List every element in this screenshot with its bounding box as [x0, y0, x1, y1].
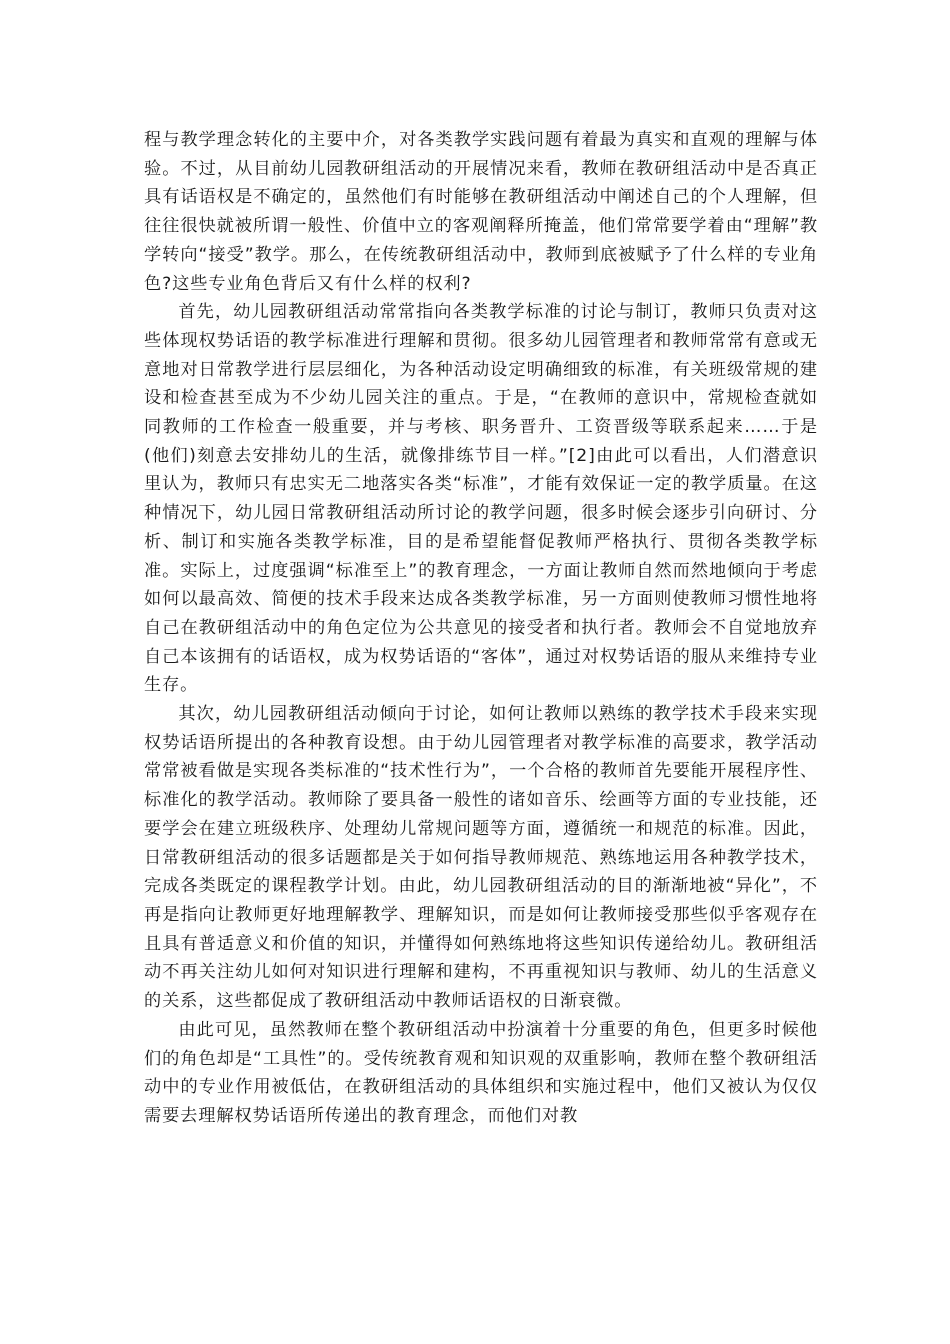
- paragraph-3: 其次，幼儿园教研组活动倾向于讨论，如何让教师以熟练的教学技术手段来实现权势话语所提出的各种教育设想。由于幼儿园管理者对教学标准的高要求，教学活动常常被看做是实现各类标准的“技术性行为”，一个合格的教师首先要能开展程序性、标准化的教学活动。教师除了要具备一般性的诸如音乐、绘画等方面的专业技能，还要学会在建立班级秩序、处理幼儿常规问题等方面，遵循统一和规范的标准。因此，日常教研组活动的很多话题都是关于如何指导教师规范、熟练地运用各种教学技术，完成各类既定的课程教学计划。由此，幼儿园教研组活动的目的渐渐地被“异化”，不再是指向让教师更好地理解教学、理解知识，而是如何让教师接受那些似乎客观存在且具有普适意义和价值的知识，并懂得如何熟练地将这些知识传递给幼儿。教研组活动不再关注幼儿如何对知识进行理解和建构，不再重视知识与教师、幼儿的生活意义的关系，这些都促成了教研组活动中教师话语权的日渐衰微。: [144, 704, 818, 1012]
- paragraph-2: 首先，幼儿园教研组活动常常指向各类教学标准的讨论与制订，教师只负责对这些体现权势话语的教学标准进行理解和贯彻。很多幼儿园管理者和教师常常有意或无意地对日常教学进行层层细化，为各种活动设定明确细致的标准，有关班级常规的建设和检查甚至成为不少幼儿园关注的重点。于是，“在教师的意识中，常规检查就如同教师的工作检查一般重要，并与考核、职务晋升、工资晋级等联系起来……于是(他们)刻意去安排幼儿的生活，就像排练节目一样。”[2]由此可以看出，人们潜意识里认为，教师只有忠实无二地落实各类“标准”，才能有效保证一定的教学质量。在这种情况下，幼儿园日常教研组活动所讨论的教学问题，很多时候会逐步引向研讨、分析、制订和实施各类教学标准，目的是希望能督促教师严格执行、贯彻各类教学标准。实际上，过度强调“标准至上”的教育理念，一方面让教师自然而然地倾向于考虑如何以最高效、简便的技术手段来达成各类教学标准，另一方面则使教师习惯性地将自己在教研组活动中的角色定位为公共意见的接受者和执行者。教师会不自觉地放弃自己本该拥有的话语权，成为权势话语的“客体”，通过对权势话语的服从来维持专业生存。: [144, 302, 818, 696]
- document-body: [144, 126, 818, 1131]
- paragraph-4: 由此可见，虽然教师在整个教研组活动中扮演着十分重要的角色，但更多时候他们的角色却是“工具性”的。受传统教育观和知识观的双重影响，教师在整个教研组活动中的专业作用被低估，在教研组活动的具体组织和实施过程中，他们又被认为仅仅需要去理解权势话语所传递出的教育理念，而他们对教: [144, 1019, 818, 1126]
- paragraph-1: 程与教学理念转化的主要中介，对各类教学实践问题有着最为真实和直观的理解与体验。不过，从目前幼儿园教研组活动的开展情况来看，教师在教研组活动中是否真正具有话语权是不确定的，虽然他们有时能够在教研组活动中阐述自己的个人理解，但往往很快就被所谓一般性、价值中立的客观阐释所掩盖，他们常常要学着由“理解”教学转向“接受”教学。那么，在传统教研组活动中，教师到底被赋予了什么样的专业角色?这些专业角色背后又有什么样的权利?: [144, 130, 818, 294]
